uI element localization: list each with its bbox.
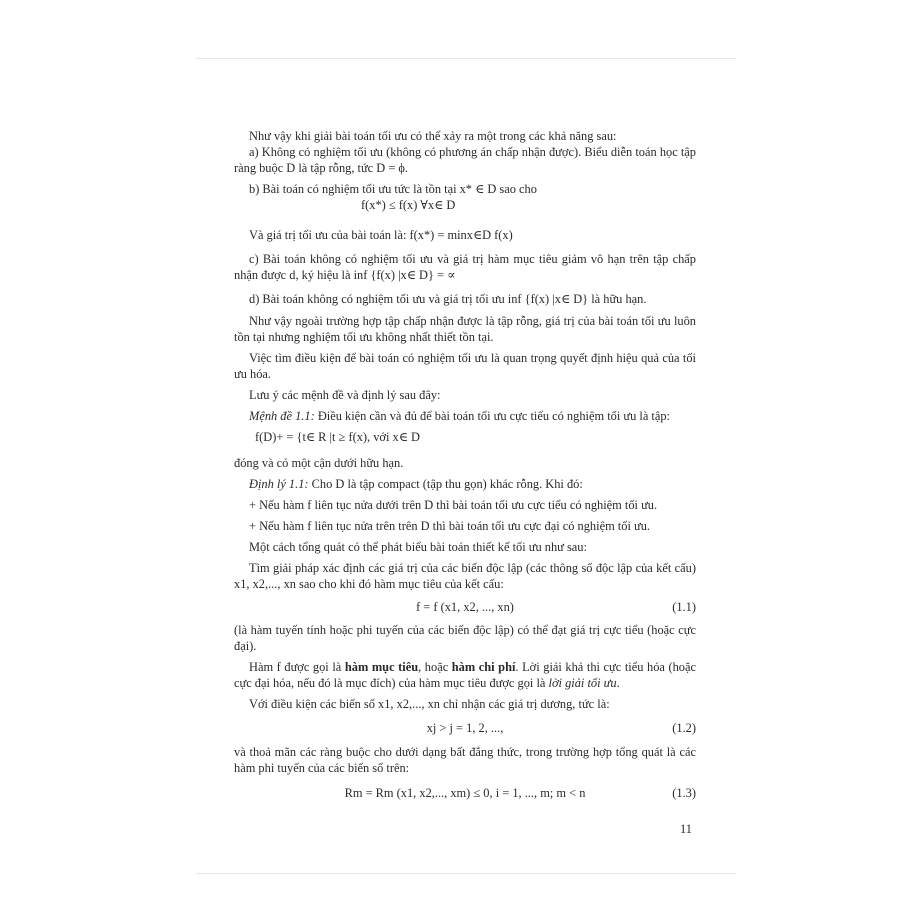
equation-1-3: Rm = Rm (x1, x2,..., xm) ≤ 0, i = 1, ..., m; m < n (1.3) [344,786,696,800]
paragraph: b) Bài toán có nghiệm tối ưu tức là tồn tại x* ∈ D sao cho [249,182,537,196]
formula: f(D)+ = {t∈ R |t ≥ f(x), với x∈ D [255,430,420,444]
equation-1-2: xj > j = 1, 2, ..., (1.2) [426,721,696,735]
formula: f(x*) ≤ f(x) ∀x∈ D [361,198,456,212]
document-page [234,128,696,801]
paragraph: Hàm f được gọi là hàm mục tiêu, hoặc hàm chi phí. Lời giải khả thi cực tiểu hóa (hoặc cực đại hóa, nếu đó là mục đích) của hàm mục tiêu được gọi là lời giải tối ưu. [234,660,696,690]
top-divider [196,58,736,59]
paragraph: + Nếu hàm f liên tục nửa trên trên D thì bài toán tối ưu cực đại có nghiệm tối ưu. [249,519,650,533]
equation-1-1: f = f (x1, x2, ..., xn) (1.1) [416,600,696,614]
paragraph: + Nếu hàm f liên tục nửa dưới trên D thì bài toán tối ưu cực tiểu có nghiệm tối ưu. [249,498,658,512]
paragraph: Lưu ý các mệnh đề và định lý sau đây: [249,388,441,402]
paragraph: Như vậy ngoài trường hợp tập chấp nhận được là tập rỗng, giá trị của bài toán tối ưu luôn tồn tại nhưng nghiệm tối ưu không nhất thiết tồn tại. [234,314,696,344]
bottom-divider [196,873,736,874]
paragraph: (là hàm tuyến tính hoặc phi tuyến của các biến độc lập) có thể đạt giá trị cực tiểu (hoặc cực đại). [234,623,696,653]
paragraph: Với điều kiện các biến số x1, x2,..., xn chỉ nhận các giá trị dương, tức là: [249,697,610,711]
proposition-label: Mệnh đề 1.1: [249,409,315,423]
paragraph: Việc tìm điều kiện để bài toán có nghiệm tối ưu là quan trọng quyết định hiệu quả của tối ưu hóa. [234,351,696,381]
page-number: 11 [680,822,692,836]
paragraph: và thoả mãn các ràng buộc cho dưới dạng bất đẳng thức, trong trường hợp tổng quát là các hàm phi tuyến của các biến số trên: [234,745,696,775]
paragraph: Mệnh đề 1.1: Điều kiện cần và đủ để bài toán tối ưu cực tiểu có nghiệm tối ưu là tập: [249,409,670,423]
paragraph: Như vậy khi giải bài toán tối ưu có thể xảy ra một trong các khả năng sau: [249,129,617,143]
paragraph: Và giá trị tối ưu của bài toán là: f(x*) = minx∈D f(x) [249,228,513,242]
equation-number: (1.3) [672,786,696,800]
equation-number: (1.2) [672,721,696,735]
equation-number: (1.1) [672,600,696,614]
paragraph: Định lý 1.1: Cho D là tập compact (tập thu gọn) khác rỗng. Khi đó: [249,477,583,491]
paragraph: đóng và có một cận dưới hữu hạn. [234,456,404,470]
paragraph: d) Bài toán không có nghiệm tối ưu và giá trị tối ưu inf {f(x) |x∈ D} là hữu hạn. [249,292,647,306]
paragraph: a) Không có nghiệm tối ưu (không có phương án chấp nhận được). Biểu diễn toán học tập ràng buộc D là tập rỗng, tức D = ϕ. [234,145,696,175]
theorem-label: Định lý 1.1: [249,477,309,491]
paragraph: Một cách tổng quát có thể phát biểu bài toán thiết kế tối ưu như sau: [249,540,587,554]
paragraph: Tìm giải pháp xác định các giá trị của các biến độc lập (các thông số độc lập của kết cấu) x1, x2,..., xn sao cho khi đó hàm mục tiêu của kết cấu: [234,561,696,591]
paragraph: c) Bài toán không có nghiệm tối ưu và giá trị hàm mục tiêu giảm vô hạn trên tập chấp nhận được d, ký hiệu là inf {f(x) |x∈ D} = ∝ [234,252,696,282]
